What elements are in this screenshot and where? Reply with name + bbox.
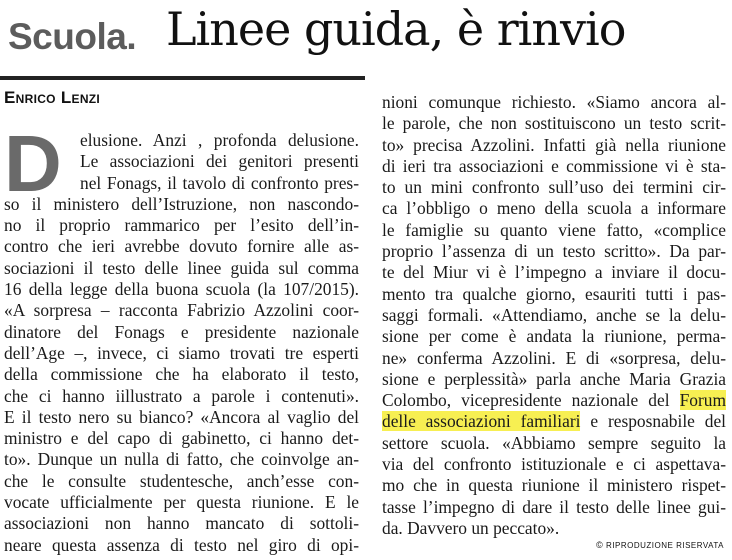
text-line: nioni comunque richiesto. «Siamo ancora al-	[382, 92, 726, 112]
byline-rule	[0, 76, 365, 80]
text-line: E il testo nero su bianco? «Ancora al vaglio del	[4, 406, 359, 427]
text-line: nel Fonags, il tavolo di confronto pres-	[80, 172, 359, 193]
text-line: dinatore del Fonags e presidente nazionale	[4, 321, 359, 342]
text-line: «A sorpresa – racconta Fabrizio Azzolini coor-	[4, 300, 359, 321]
text-line: neare questa assenza di testo nel giro di opi-	[4, 534, 359, 555]
text-line: elusione. Anzi , profonda delusione.	[80, 130, 359, 150]
text-line: ne» conferma Azzolini. E di «sorpresa, delu-	[382, 347, 726, 368]
text-line: sione per come è andata la riunione, perma-	[382, 326, 726, 347]
copyright-icon: ©	[596, 540, 604, 550]
text-line: dell’Age –, invece, ci siamo trovati tre esperti	[4, 342, 359, 363]
headline-title: Linee guida, è rinvio	[166, 2, 626, 56]
text-line: che ci hanno iillustrato a parole i contenuti».	[4, 385, 359, 406]
byline: Enrico Lenzi	[4, 88, 101, 107]
text-line-with-highlight	[382, 411, 726, 432]
copyright-notice	[596, 540, 724, 550]
text-line: sociazioni il testo delle linee guida sul comma	[4, 257, 359, 278]
text-line: mo che in questa riunione il ministero rispet-	[382, 475, 726, 496]
text-line: contro che ieri avrebbe dovuto fornire alle as-	[4, 236, 359, 257]
text-line: sione e perplessità» parla anche Maria Grazia	[382, 368, 726, 389]
headline	[6, 2, 730, 66]
text-line: mento tra qualche giorno, esauriti tutti i pas-	[382, 283, 726, 304]
text-line: to» precisa Azzolini. Infatti già nella riunione	[382, 134, 726, 155]
text-line: proprio l’assenza di un testo scritto». Da par-	[382, 241, 726, 262]
text-line: so il ministero dell’Istruzione, non nascondo-	[4, 193, 359, 214]
text-line: le famiglie su quanto viene fatto, «complice	[382, 219, 726, 240]
text-line: no il proprio rammarico per l’esito dell’in-	[4, 215, 359, 236]
article-column-right	[382, 92, 726, 539]
text-line: associazioni non hanno mancato di sottoli-	[4, 513, 359, 534]
text-line: te del Miur vi è l’impegno a inviare il docu-	[382, 262, 726, 283]
text-line: 16 della legge della buona scuola (la 107/2015).	[4, 279, 359, 300]
text-line: le parole, che non sostituiscono un testo scrit-	[382, 113, 726, 134]
text-line: della commissione che ha elaborato il testo,	[4, 364, 359, 385]
text-line: saggi formali. «Attendiamo, anche se la delu-	[382, 304, 726, 325]
text-line: to». Dunque un nulla di fatto, che coinvolge an-	[4, 449, 359, 470]
text-line: tasse l’impegno di dare il testo delle linee gui-	[382, 496, 726, 517]
text-line: settore scuola. «Abbiamo sempre seguito la	[382, 432, 726, 453]
text-line: di ieri tra associazioni e commissione vi è sta-	[382, 155, 726, 176]
highlighted-text: delle associazioni familiari	[382, 411, 581, 432]
dropcap: D	[4, 119, 62, 208]
text-line: da. Davvero un peccato».	[382, 517, 560, 538]
headline-kicker: Scuola.	[8, 16, 137, 57]
text-segment: Colombo, vicepresidente nazionale del	[382, 390, 680, 411]
copyright-text: RIPRODUZIONE RISERVATA	[606, 541, 724, 550]
text-line-with-highlight	[382, 390, 726, 411]
text-line: ministro e del capo di gabinetto, ci hanno det-	[4, 428, 359, 449]
article-column-left	[4, 119, 359, 556]
text-segment: e resposnabile del	[580, 411, 727, 432]
highlighted-text: Forum	[679, 390, 726, 411]
text-line: to un mini confronto sull’uso dei termini cir-	[382, 177, 726, 198]
text-line: ca l’obbligo o meno della scuola a informare	[382, 198, 726, 219]
text-line: Le associazioni dei genitori presenti	[80, 151, 359, 172]
text-line: vocate ufficialmente per questa riunione. E le	[4, 492, 359, 513]
text-line: che le consulte studentesche, anch’esse con-	[4, 470, 359, 491]
text-line: via del confronto istituzionale e ci aspettava-	[382, 454, 726, 475]
